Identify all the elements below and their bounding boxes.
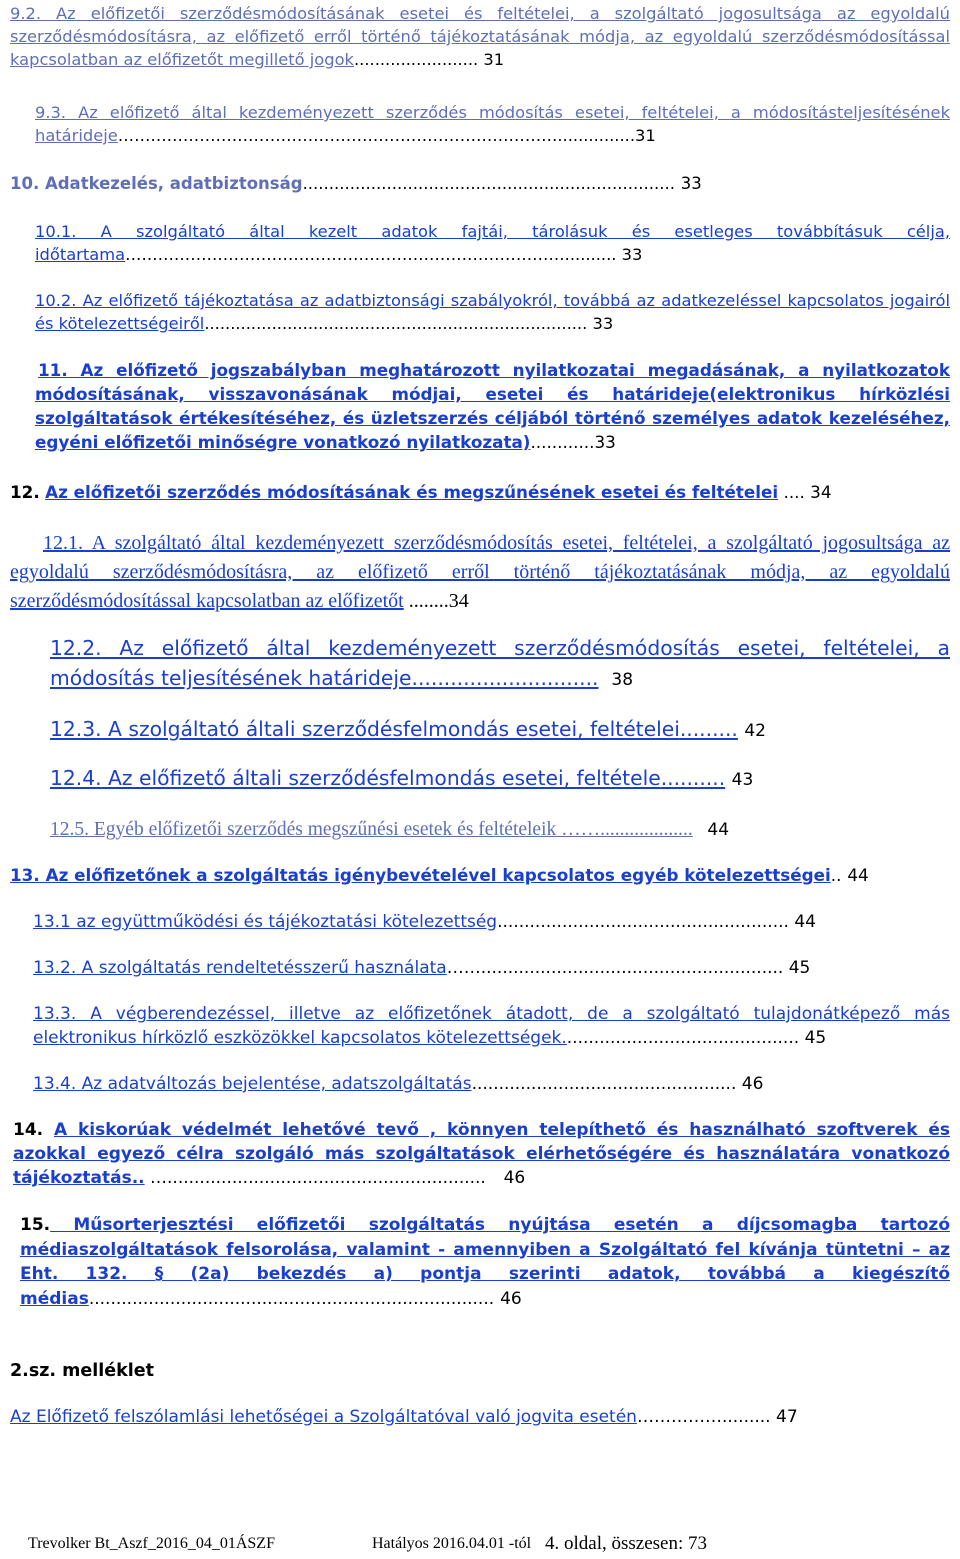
page-number: 44 [847,865,869,885]
page-number: 34 [448,590,469,612]
footer-page-number: 4. oldal, összesen: 73 [545,1533,708,1554]
page-number: 46 [741,1074,764,1094]
page-number: 33 [594,432,616,452]
page-number: 31 [483,50,505,69]
toc-link[interactable]: 12.2. Az előfizető által kezdeményezett szerződésmódosítás esetei, feltételei, a módosítás teljesítésének határideje............................. [50,636,950,690]
page-number: 46 [503,1168,526,1188]
toc-link[interactable]: 12.1. A szolgáltató által kezdeményezett szerződésmódosítás esetei, feltételei, a szolgáltató jogosultsága az egyoldalú szerződésmódosításra, az előfizető erről történő tájékoztatásának módja, az egyoldalú szerződésmódosítással kapcsolatban az előfizetőt [10,532,950,612]
toc-link[interactable]: 11. Az előfizető jogszabályban meghatározott nyilatkozatai megadásának, a nyilatkozatok módosításának, visszavonásának módjai, esetei és határideje(elektronikus hírközlési szolgáltatások értékesítéséhez, és üzletszerzés céljából történő személyes adatok kezeléséhez, egyéni előfizetői minőségre vonatkozó nyilatkozata) [35,360,950,452]
toc-link[interactable]: 13.2. A szolgáltatás rendeltetésszerű használata [33,958,447,978]
toc-entry-12[interactable]: 12. Az előfizetői szerződés módosításának és megszűnésének esetei és feltételei .... 34 [10,482,832,502]
toc-entry-15[interactable]: 15. Műsorterjesztési előfizetői szolgáltatás nyújtása esetén a díjcsomagba tartozó médiaszolgáltatások felsorolása, valamint - amennyiben a Szolgáltató fel kívánja tüntetni – az Eht. 132. § (2a) bekezdés a) pontja szerinti adatok, továbbá a kiegészítő médias........................................................................... 46 [20,1215,950,1309]
toc-link[interactable]: 10.2. Az előfizető tájékoztatása az adatbiztonsági szabályokról, továbbá az adatkezeléssel kapcsolatos jogairól és kötelezettségeiről [35,291,950,333]
page-number: 47 [776,1407,798,1427]
toc-link[interactable]: A kiskorúak védelmét lehetővé tevő , könnyen telepíthető és használható szoftverek és azokkal egyező célra szolgáló más szolgáltatások elérhetőségére és használatára vonatkozó tájékoztatás.. [13,1120,951,1188]
page-footer [0,1531,960,1555]
toc-link[interactable]: 10.1. A szolgáltató által kezelt adatok fajtái, tárolásuk és esetleges továbbításuk célja, időtartama [35,222,950,264]
page-number: 33 [621,245,643,264]
toc-link[interactable]: 13. Az előfizetőnek a szolgáltatás igénybevételével kapcsolatos egyéb kötelezettségei [10,865,831,885]
page-number: 31 [635,126,656,145]
toc-link[interactable]: 10. Adatkezelés, adatbiztonság [10,174,303,193]
footer-valid-from: Hatályos 2016.04.01 -tól [372,1535,532,1552]
toc-entry-9-3[interactable]: 9.3. Az előfizető által kezdeményezett szerződés módosítás esetei, feltételei, a módosításteljesítésének határideje………………………………………………………………………...............31 [35,103,950,145]
toc-entry-10-2[interactable]: 10.2. Az előfizető tájékoztatása az adatbiztonsági szabályokról, továbbá az adatkezeléssel kapcsolatos jogairól és kötelezettségeiről.......................................................................... 33 [35,291,950,333]
page-number: 44 [707,820,730,840]
page-number: 46 [500,1288,522,1309]
annex-heading: 2.sz. melléklet [10,1361,155,1381]
toc-entry-10-1[interactable]: 10.1. A szolgáltató által kezelt adatok fajtái, tárolásuk és esetleges továbbításuk célja, időtartama……………………………………………………………………….......... 33 [35,222,950,264]
toc-link[interactable]: 9.2. Az előfizetői szerződésmódosításának esetei és feltételei, a szolgáltató jogosultsága az egyoldalú szerződésmódosításra, az előfizető erről történő tájékoztatásának módja, az egyoldalú szerződésmódosítással kapcsolatban az előfizetőt megillető jogok [10,4,950,69]
toc-link[interactable]: 9.3. Az előfizető által kezdeményezett szerződés módosítás esetei, feltételei, a módosításteljesítésének határideje [35,103,950,145]
toc-link[interactable]: 12.4. Az előfizető általi szerződésfelmondás esetei, feltétele.......... [50,766,726,790]
toc-entry-annex-2[interactable]: Az Előfizető felszólamlási lehetőségei a Szolgáltatóval való jogvita esetén……………......... 47 [10,1407,798,1427]
page-number: 34 [810,482,832,502]
toc-link[interactable]: Műsorterjesztési előfizetői szolgáltatás nyújtása esetén a díjcsomagba tartozó médiaszolgáltatások felsorolása, valamint - amennyiben a Szolgáltató fel kívánja tüntetni – az Eht. 132. § (2a) bekezdés a) pontja szerinti adatok, továbbá a kiegészítő médias [20,1215,950,1309]
toc-entry-9-2[interactable]: 9.2. Az előfizetői szerződésmódosításának esetei és feltételei, a szolgáltató jogosultsága az egyoldalú szerződésmódosításra, az előfizető erről történő tájékoztatásának módja, az egyoldalú szerződésmódosítással kapcsolatban az előfizetőt megillető jogok........................ 31 [10,4,950,69]
toc-entry-11[interactable]: 11. Az előfizető jogszabályban meghatározott nyilatkozatai megadásának, a nyilatkozatok módosításának, visszavonásának módjai, esetei és határideje(elektronikus hírközlési szolgáltatások értékesítéséhez, és üzletszerzés céljából történő személyes adatok kezeléséhez, egyéni előfizetői minőségre vonatkozó nyilatkozata)............33 [35,360,950,452]
toc-link[interactable]: 12.5. Egyéb előfizetői szerződés megszűnési esetek és feltételeik ……................... [50,819,693,840]
toc-entry-13-1[interactable]: 13.1 az együttműködési és tájékoztatási kötelezettség...................................................... 44 [33,912,816,932]
toc-link[interactable]: Az Előfizető felszólamlási lehetőségei a Szolgáltatóval való jogvita esetén [10,1407,637,1427]
toc-entry-10[interactable]: 10. Adatkezelés, adatbiztonság....................................................................... 33 [10,174,702,193]
page-number: 44 [794,912,816,932]
toc-entry-13-4[interactable]: 13.4. Az adatváltozás bejelentése, adatszolgáltatás................................................. 46 [33,1074,764,1094]
toc-link[interactable]: 13.3. A végberendezéssel, illetve az előfizetőnek átadott, de a szolgáltató tulajdonátképező más elektronikus hírközlő eszközökkel kapcsolatos kötelezettségek. [33,1004,950,1048]
toc-entry-13-3[interactable]: 13.3. A végberendezéssel, illetve az előfizetőnek átadott, de a szolgáltató tulajdonátképező más elektronikus hírközlő eszközökkel kapcsolatos kötelezettségek............................................ 45 [33,1004,950,1048]
page-number: 33 [592,314,614,333]
page-number: 45 [788,958,811,978]
toc-link[interactable]: 12.3. A szolgáltató általi szerződésfelmondás esetei, feltételei......... [50,717,738,741]
toc-entry-12-4[interactable] [50,763,950,795]
toc-entry-12-5[interactable] [50,816,950,844]
page-number: 43 [731,770,754,790]
footer-doc-id: Trevolker Bt_Aszf_2016_04_01ÁSZF [28,1535,275,1552]
toc-link[interactable]: 13.1 az együttműködési és tájékoztatási kötelezettség [33,912,498,932]
toc-entry-13-2[interactable]: 13.2. A szolgáltatás rendeltetésszerű használata……........................................................ 45 [33,958,811,978]
page-number: 45 [804,1028,827,1048]
toc-entry-12-1[interactable]: 12.1. A szolgáltató által kezdeményezett szerződésmódosítás esetei, feltételei, a szolgáltató jogosultsága az egyoldalú szerződésmódosításra, az előfizető erről történő tájékoztatásának módja, az egyoldalú szerződésmódosítással kapcsolatban az előfizetőt ........34 [10,532,950,612]
toc-link[interactable]: 13.4. Az adatváltozás bejelentése, adatszolgáltatás [33,1074,472,1094]
toc-entry-13[interactable]: 13. Az előfizetőnek a szolgáltatás igénybevételével kapcsolatos egyéb kötelezettségei.. 44 [10,865,869,885]
page-number: 38 [611,670,634,690]
page-number: 42 [744,721,766,741]
toc-entry-12-3[interactable] [50,714,950,746]
toc-entry-12-2[interactable] [50,633,950,695]
toc-entry-14[interactable]: 14. A kiskorúak védelmét lehetővé tevő , könnyen telepíthető és használható szoftverek és azokkal egyező célra szolgáló más szolgáltatások elérhetőségére és használatára vonatkozó tájékoztatás.. …........................................................... 46 [13,1120,951,1188]
toc-link[interactable]: Az előfizetői szerződés módosításának és megszűnésének esetei és feltételei [45,482,779,502]
page-number: 33 [680,174,702,193]
